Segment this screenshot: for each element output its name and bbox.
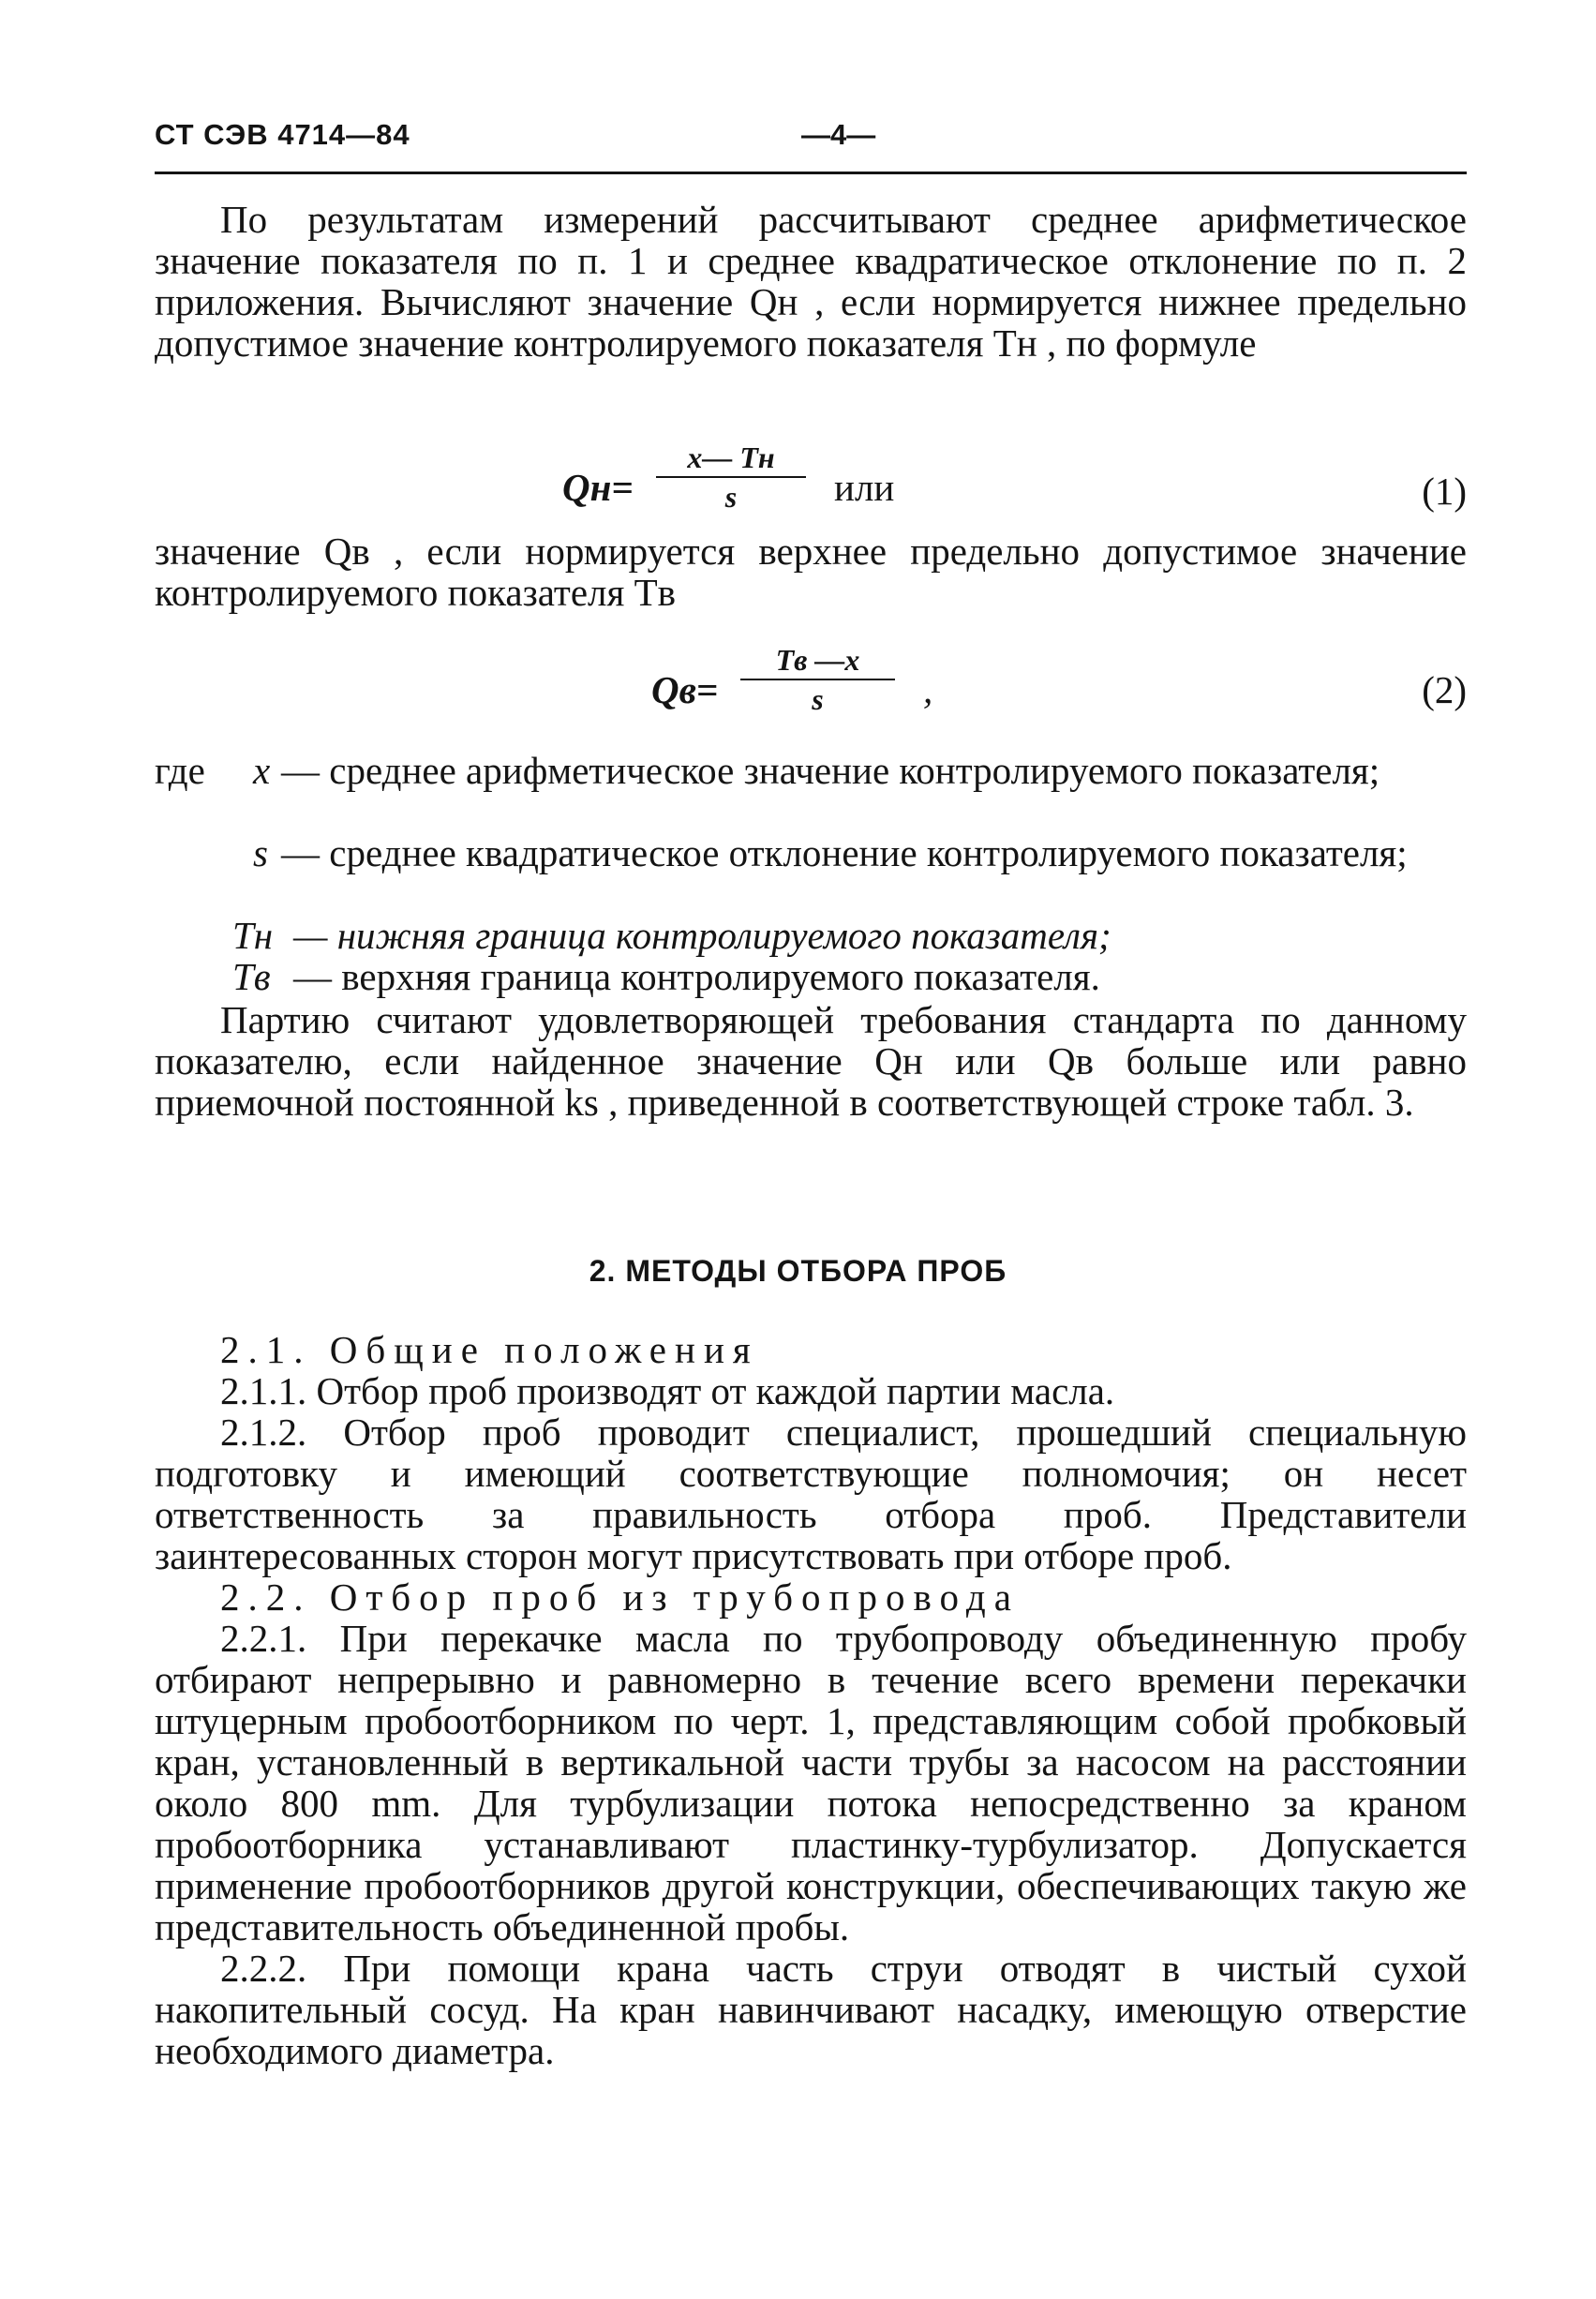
clause-2-1-2: 2.1.2. Отбор проб проводит специалист, прошедший специальную подготовку и имеющий соответствующие полномочия; он несет ответственность за правильность отбора проб. Представители заинтересованных сторон могут присутствовать при отборе проб. [155,1411,1467,1577]
definition-text: — нижняя граница контролируемого показателя; [293,914,1111,957]
clause-2-2-text: 2.2. Отбор проб из трубопровода [220,1575,1020,1619]
page-header [155,118,1441,156]
formula-2-number: (2) [1422,668,1467,711]
formula-1-denominator: s [724,480,738,514]
acceptance-paragraph: Партию считают удовлетворяющей требования стандарта по данному показателю, если найденное значение Qн или Qв больше или равно приемочной постоянной ks , приведенной в соответствующей строке табл. 3. [155,998,1467,1124]
fraction-bar [740,679,895,680]
definition-symbol: x [253,749,271,792]
definition-symbol: Tв [232,955,271,998]
standard-code: СТ СЭВ 4714—84 [155,118,410,151]
clause-2-2-2: 2.2.2. При помощи крана часть струи отводят в чистый сухой накопительный сосуд. На кран навинчивают насадку, имеющую отверстие необходимого диаметра. [155,1947,1467,2072]
formula-1-lhs: Qн= [562,466,634,509]
formula-1-fraction [656,440,806,514]
clause-2-2-1: 2.2.1. При перекачке масла по трубопроводу объединенную пробу отбирают непрерывно и равномерно в течение всего времени перекачки штуцерным пробоотборником по черт. 1, представляющим собой пробковый кран, установленный в вертикальной части трубы за насосом на расстоянии около 800 mm. Для турбулизации потока непосредственно за краном пробоотборника устанавливают пластинку-турбулизатор. Допускается применение пробоотборников другой конструкции, обеспечивающих такую же представительность объединенной пробы. [155,1617,1467,1948]
intro-paragraph: По результатам измерений рассчитывают среднее арифметическое значение показателя по п. 1 и среднее квадратическое отклонение по п. 2 приложения. Вычисляют значение Qн , если нормируется нижнее предельно допустимое значение контролируемого показателя Tн , по формуле [155,198,1467,365]
definition-text: — верхняя граница контролируемого показателя. [293,955,1100,998]
definition-item [253,750,1467,834]
definition-symbol: s [253,831,268,874]
definition-symbol: Tн [232,914,274,957]
clause-2-1-1: 2.1.1. Отбор проб производят от каждой партии масла. [220,1369,1115,1412]
formula-2-numerator: Tв —x [775,643,860,677]
middle-paragraph: значение Qв , если нормируется верхнее предельно допустимое значение контролируемого показателя Tв [155,530,1467,614]
formula-1-number: (1) [1422,470,1467,513]
page-number: —4— [801,118,876,151]
where-word: где [155,749,205,792]
clause-2-2-heading [155,1576,1467,1618]
clause-2-1-heading [155,1329,1467,1370]
formula-2-lhs: Qв= [651,668,719,711]
clause-2-1-text: 2.1. Общие положения [220,1328,759,1371]
definition-text: — среднее арифметическое значение контролируемого показателя; [281,749,1380,792]
formula-1-numerator: x— Tн [687,440,775,474]
fraction-bar [656,476,806,478]
section-2-title: 2. МЕТОДЫ ОТБОРА ПРОБ [589,1254,1007,1288]
definition-item [253,832,1467,917]
formula-1-suffix: или [834,466,895,509]
formula-2-suffix: , [923,668,933,711]
formula-1 [562,440,1467,544]
definition-item [232,956,1467,997]
formula-2 [651,643,1467,746]
header-rule [155,172,1467,174]
formula-2-denominator: s [812,682,824,716]
formula-2-fraction [740,643,895,716]
definition-text: — среднее квадратическое отклонение контролируемого показателя; [281,831,1408,874]
definition-item [232,915,1467,956]
